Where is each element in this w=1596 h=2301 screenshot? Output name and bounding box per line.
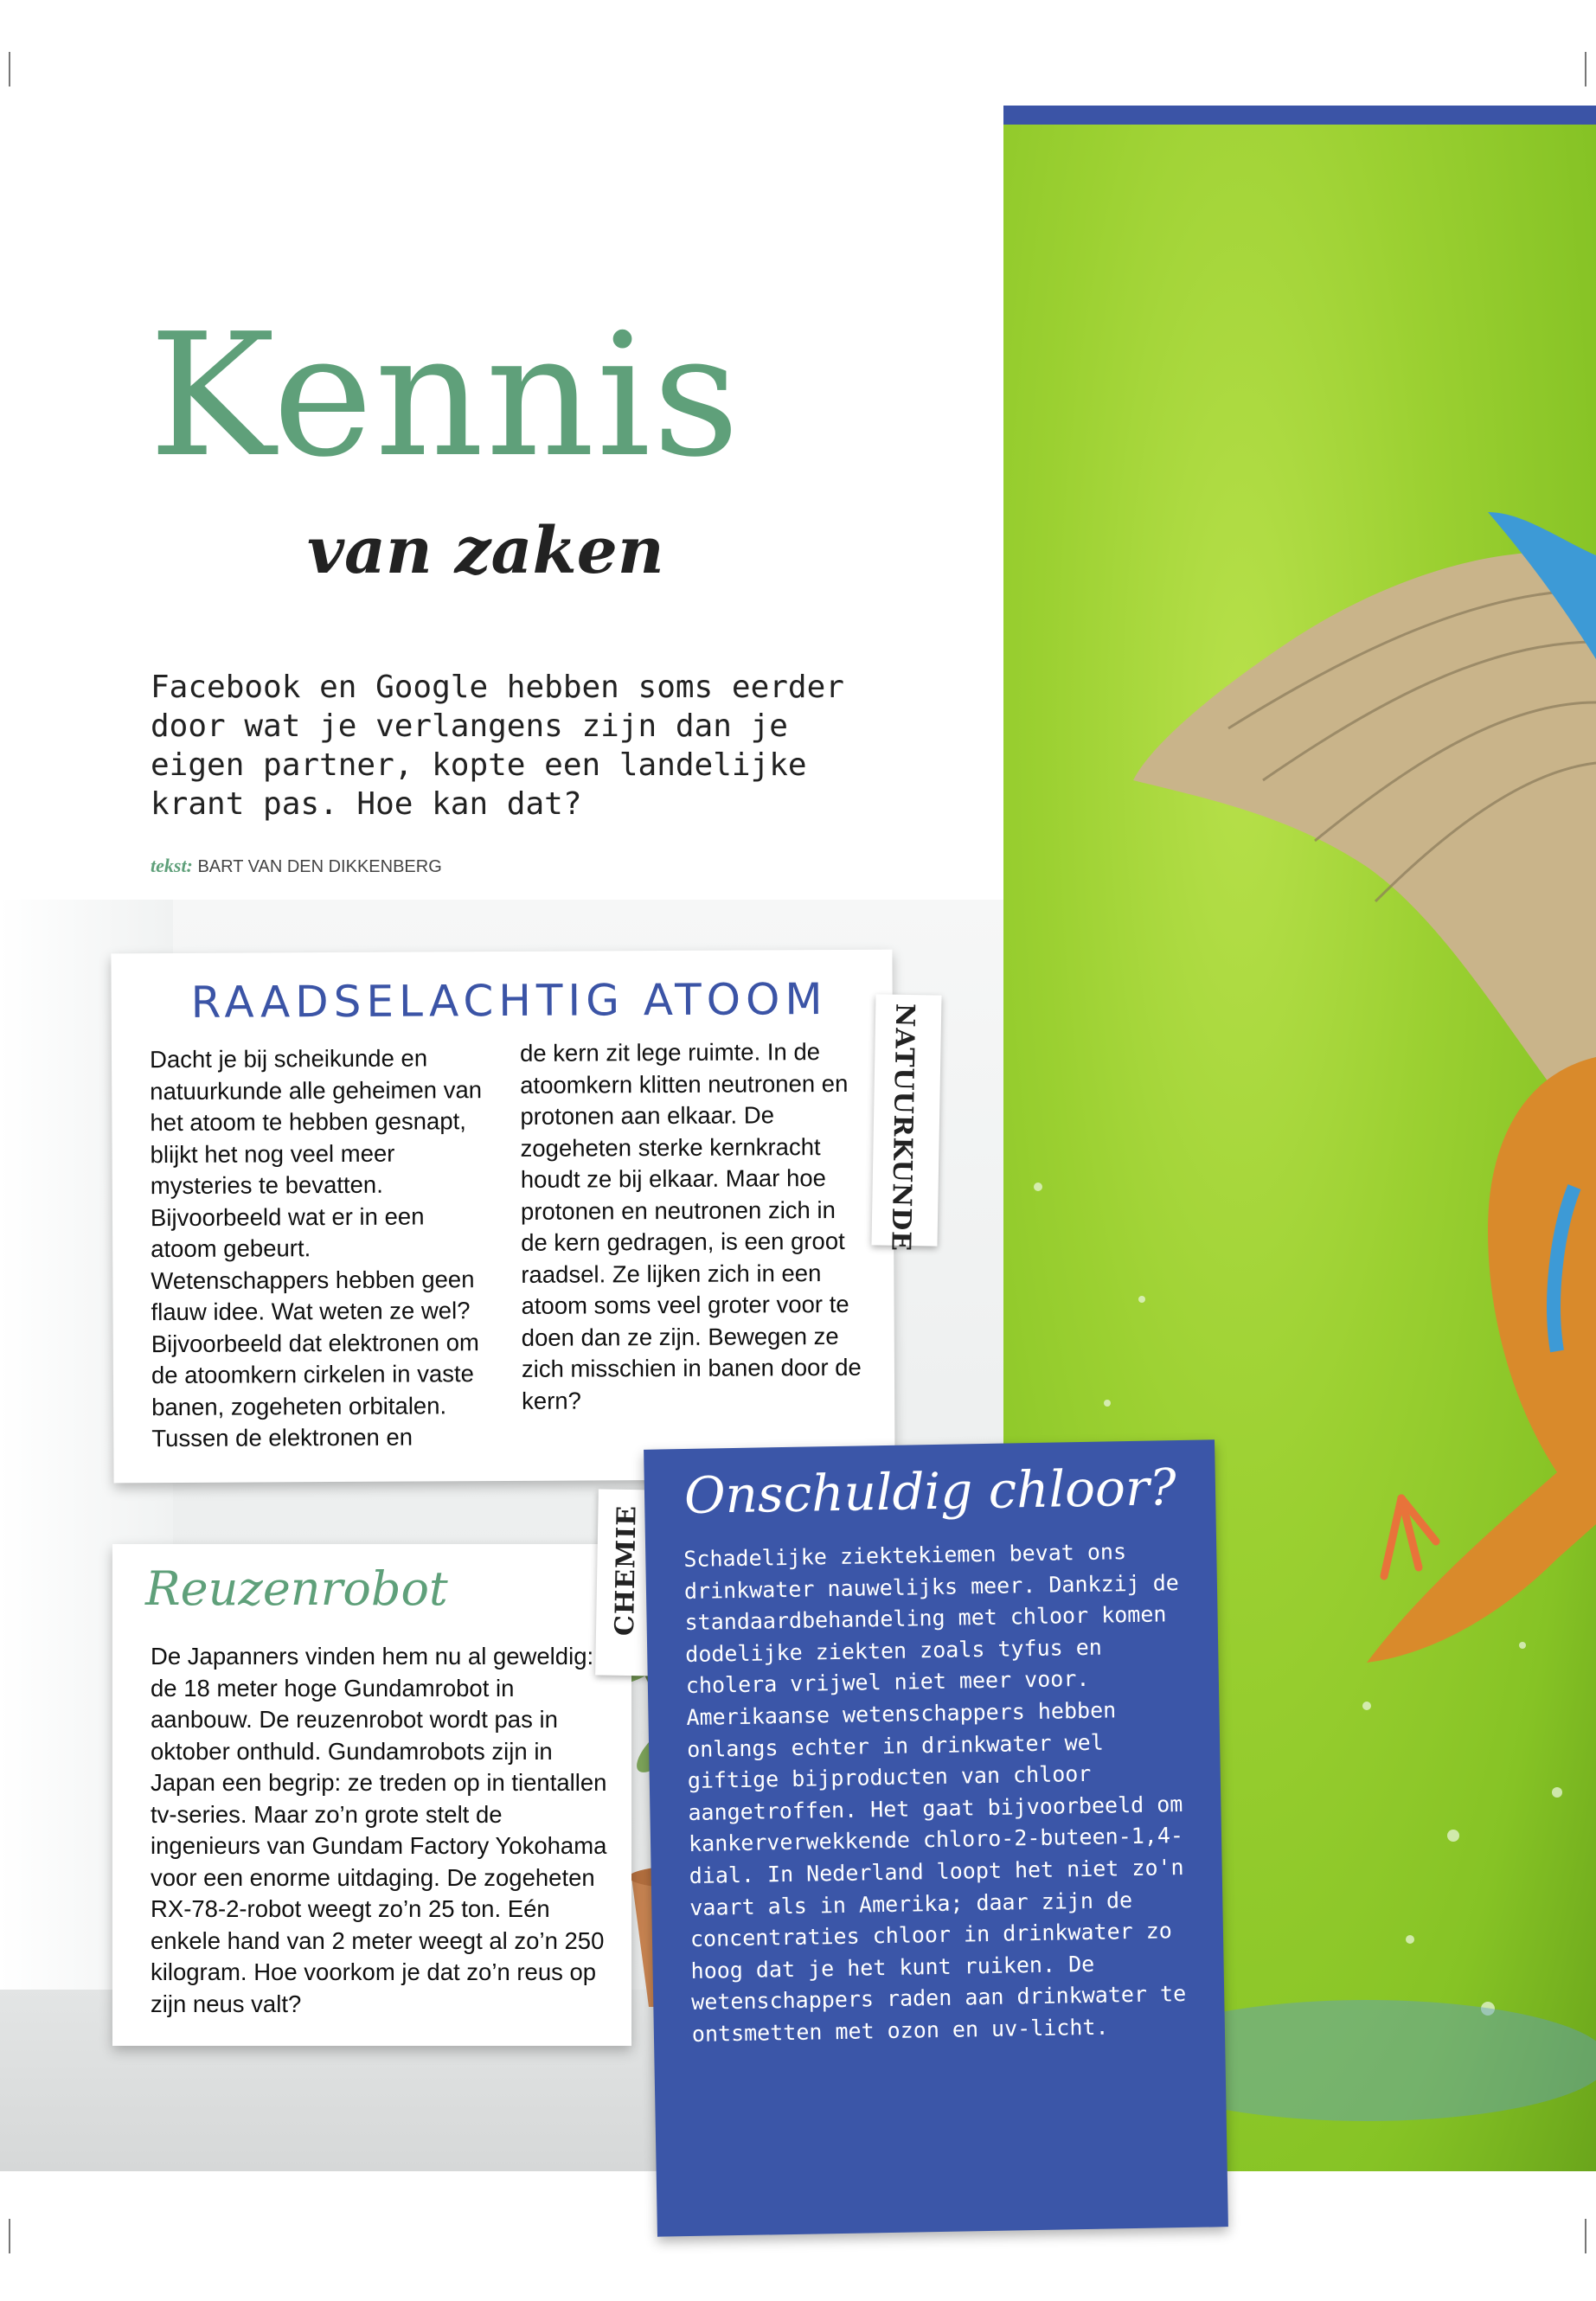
top-accent-bar — [1003, 106, 1596, 125]
robot-title: Reuzenrobot — [145, 1561, 448, 1616]
crop-mark-bottom-left — [9, 2219, 10, 2253]
crop-mark-top-right — [1585, 52, 1586, 87]
atoom-text-column-2: de kern zit lege ruimte. In de atoomkern klitten neutronen en protonen aan elkaar. De zogeheten sterke kernkracht houdt ze bij elkaar. Maar hoe protonen en neutronen zich in de kern gedragen, is een groot raadsel. Ze lijken zich in een atoom soms veel groter voor te doen dan ze zijn. Bewegen ze zich misschien in banen door de kern? — [519, 1038, 862, 1414]
byline-author: BART VAN DEN DIKKENBERG — [197, 857, 442, 876]
atoom-text-column-1: Dacht je bij scheikunde en natuurkunde alle geheimen van het atoom te hebben gesnapt, blijkt het nog veel meer mysteries te bevatten. Bijvoorbeeld wat er in een atoom gebeurt. Wetenschappers hebben geen flauw idee. Wat weten ze wel? Bijvoorbeeld dat elektronen om de atoomkern cirkelen in vaste banen, zogeheten orbitalen. Tussen de elektronen en — [149, 1044, 483, 1452]
byline — [151, 855, 442, 877]
category-tag-label: NATUURKUNDE — [885, 1003, 920, 1253]
intro-text: Facebook en Google hebben soms eerder door wat je verlangens zijn dan je eigen partner, kopte een landelijke krant pas. Hoe kan dat? — [151, 670, 844, 822]
chloor-card — [644, 1439, 1228, 2236]
chloor-text: Schadelijke ziektekiemen bevat ons drinkwater nauwelijks meer. Dankzij de standaardbehandeling met chloor komen dodelijke ziekten zoals tyfus en cholera vrijwel niet meer voor. Amerikaanse wetenschappers hebben onlangs echter in drinkwater wel giftige bijproducten van chloor aangetroffen. Het gaat bijvoorbeeld om kankerverwekkende chloro-2-buteen-1,4-dial. In Nederland loopt het niet zo'n vaart als in Amerika; daar zijn de concentraties chloor in drinkwater zo hoog dat je het kunt ruiken. De wetenschappers raden aan drinkwater te ontsmetten met ozon en uv-licht. — [683, 1539, 1187, 2047]
crop-mark-top-left — [9, 52, 10, 87]
robot-text: De Japanners vinden hem nu al geweldig: de 18 meter hoge Gundamrobot in aanbouw. De reuzenrobot wordt pas in oktober onthuld. Gundamrobots zijn in Japan een begrip: ze treden op in tientallen tv-series. Maar zo’n grote stelt de ingenieurs van Gundam Factory Yokohama voor een enorme uitdaging. De zogeheten RX-78-2-robot weegt zo’n 25 ton. Eén enkele hand van 2 meter weegt al zo’n 250 kilogram. Hoe voorkom je dat zo’n reus op zijn neus valt? — [151, 1643, 607, 2017]
category-tag-natuurkunde — [871, 994, 941, 1253]
robot-card — [112, 1544, 631, 2046]
atoom-title: RAADSELACHTIG ATOOM — [190, 974, 828, 1028]
atoom-card — [111, 950, 894, 1484]
page-subtitle: van zaken — [307, 514, 664, 588]
byline-label: tekst: — [151, 855, 193, 876]
category-tag-label: CHEMIE — [609, 1504, 643, 1637]
chloor-title: Onschuldig chloor? — [683, 1458, 1177, 1526]
page-title: Kennis — [149, 298, 741, 495]
crop-mark-bottom-right — [1585, 2219, 1586, 2253]
